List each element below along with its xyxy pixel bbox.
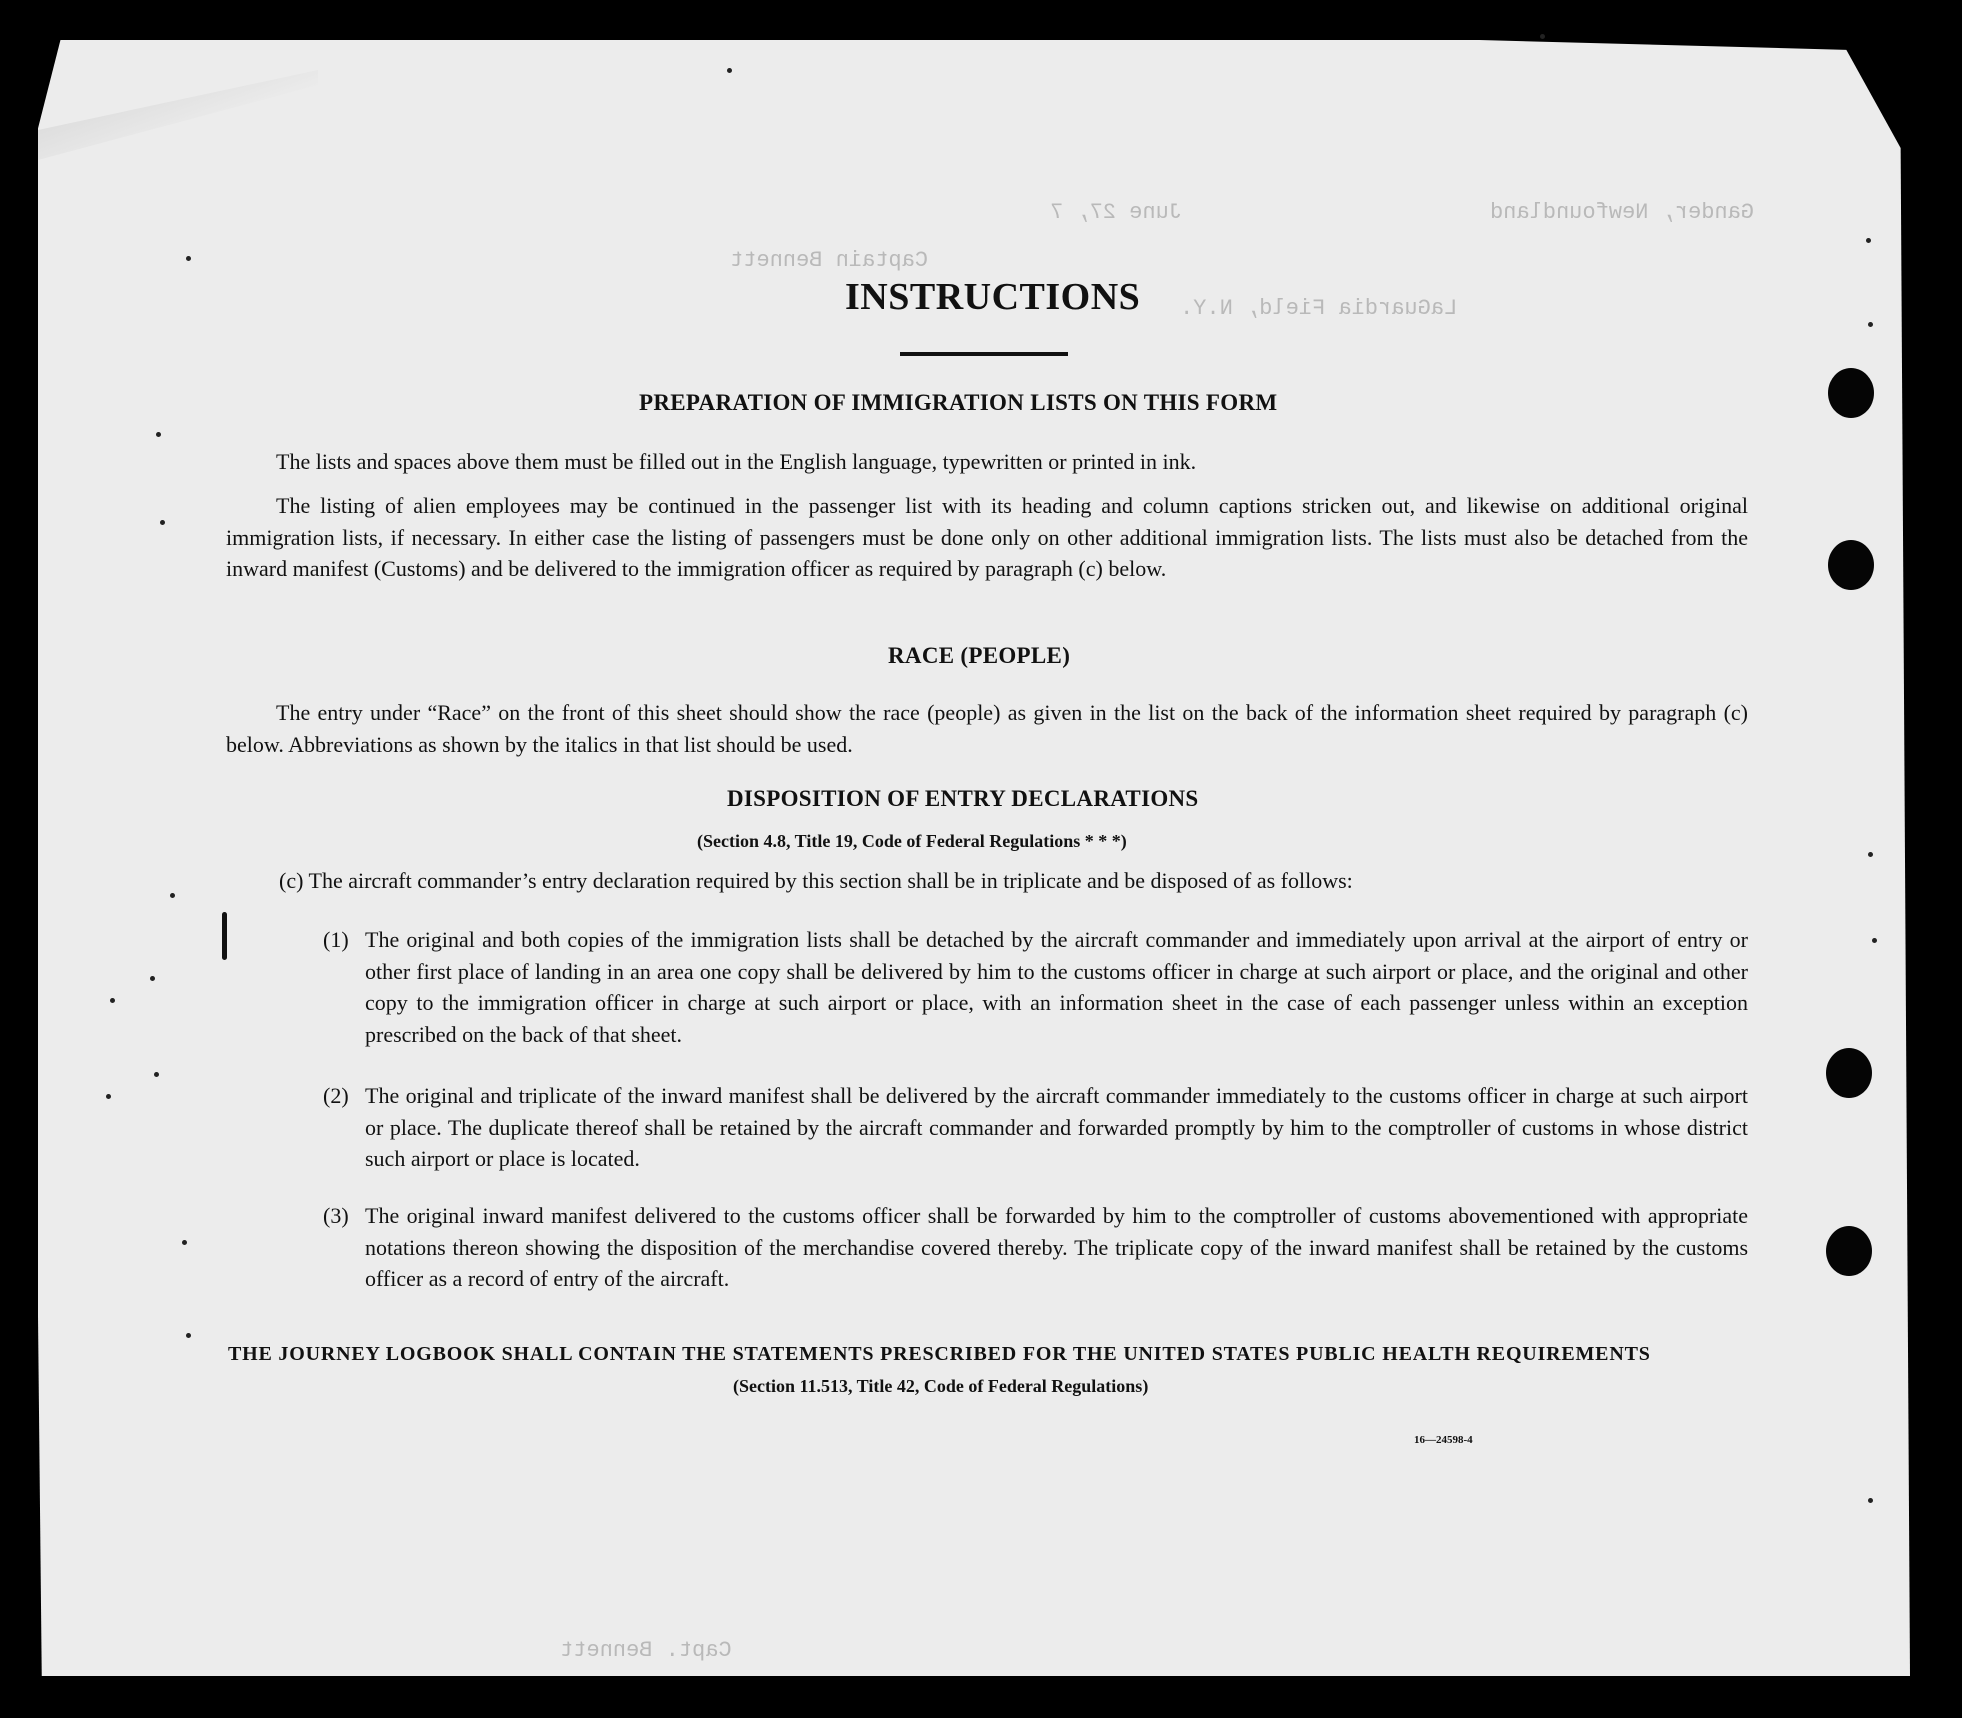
paragraph-text: (c) The aircraft commander’s entry declaration required by this section shall be in triplicate and be disposed of as follows:: [279, 868, 1353, 893]
section-heading-disposition: DISPOSITION OF ENTRY DECLARATIONS: [727, 786, 1199, 811]
page-title: INSTRUCTIONS: [845, 276, 1141, 318]
paragraph-text: The entry under “Race” on the front of this sheet should show the race (people) as given in the list on the back of the information sheet required by paragraph (c) below. Abbreviations as shown by the italics in that list should be used.: [226, 700, 1748, 757]
list-item-number: (3): [323, 1203, 349, 1228]
punch-hole: [1826, 1048, 1872, 1098]
list-item-number: (2): [323, 1083, 349, 1108]
list-item-3: [323, 1200, 1748, 1295]
list-item-number: (1): [323, 927, 349, 952]
punch-hole: [1828, 368, 1874, 418]
form-number: 16—24598-4: [1414, 1434, 1473, 1446]
public-health-statement: THE JOURNEY LOGBOOK SHALL CONTAIN THE STATEMENTS PRESCRIBED FOR THE UNITED STATES PUBLIC HEALTH REQUIREMENTS: [228, 1343, 1651, 1365]
bleed-through-text: LaGuardia Field, N.Y.: [1180, 296, 1458, 321]
public-health-citation: (Section 11.513, Title 42, Code of Federal Regulations): [733, 1376, 1149, 1396]
section-citation: (Section 4.8, Title 19, Code of Federal Regulations * * *): [697, 831, 1127, 851]
bleed-through-text: Captain Bennett: [730, 248, 929, 273]
section-heading-preparation: PREPARATION OF IMMIGRATION LISTS ON THIS FORM: [639, 390, 1278, 415]
bleed-through-text: Capt. Bennett: [560, 1638, 732, 1663]
punch-hole: [1826, 1226, 1872, 1276]
paragraph-text: The lists and spaces above them must be filled out in the English language, typewritten or printed in ink.: [276, 449, 1197, 474]
paragraph-race: [226, 697, 1748, 760]
scan-speck: [1872, 938, 1877, 943]
list-item-text: The original and triplicate of the inward manifest shall be delivered by the aircraft commander immediately to the customs officer in charge at such airport or place. The duplicate thereof shall be retained by the aircraft commander and forwarded promptly by him to the comptroller of customs in whose district such airport or place is located.: [365, 1083, 1748, 1171]
scan-speck: [150, 976, 155, 981]
paragraph-preparation-2: [226, 490, 1748, 585]
title-underline: [900, 352, 1068, 356]
list-item-2: [323, 1080, 1748, 1175]
paragraph-preparation-1: [226, 446, 1748, 478]
section-heading-race: RACE (PEOPLE): [888, 643, 1071, 668]
scan-speck: [1868, 852, 1873, 857]
scan-speck: [154, 1072, 159, 1077]
list-item-text: The original inward manifest delivered to the customs officer shall be forwarded by him to the comptroller of customs abovementioned with appropriate notations thereon showing the disposition of the merchandise covered thereby. The triplicate copy of the inward manifest shall be retained by the customs officer as a record of entry of the aircraft.: [365, 1203, 1748, 1291]
scan-speck: [156, 432, 161, 437]
scan-speck: [182, 1240, 187, 1245]
punch-hole: [1828, 540, 1874, 590]
scan-speck: [186, 256, 191, 261]
scan-speck: [1540, 34, 1545, 39]
bleed-through-text: June 27, 7: [1050, 200, 1183, 225]
bleed-through-text: Gander, Newfoundland: [1490, 200, 1755, 225]
scan-speck: [1868, 322, 1873, 327]
list-item-1: [323, 924, 1748, 1050]
scan-speck: [1868, 1498, 1873, 1503]
paragraph-text: The listing of alien employees may be continued in the passenger list with its heading and column captions stricken out, and likewise on additional original immigration lists, if necessary. In either case the listing of passengers must be done only on other additional immigration lists. The lists must also be detached from the inward manifest (Customs) and be delivered to the immigration officer as required by paragraph (c) below.: [226, 493, 1748, 581]
scan-speck: [170, 893, 175, 898]
scan-speck: [106, 1094, 111, 1099]
ink-mark: [222, 912, 227, 960]
list-item-text: The original and both copies of the immigration lists shall be detached by the aircraft commander and immediately upon arrival at the airport of entry or other first place of landing in an area one copy shall be delivered by him to the customs officer in charge at such airport or place, and the original and other copy to the immigration officer in charge at such airport or place, with an information sheet in the case of each passenger unless within an exception prescribed on the back of that sheet.: [365, 927, 1748, 1047]
scan-speck: [110, 998, 115, 1003]
scan-speck: [727, 68, 732, 73]
disposition-intro: [279, 865, 1748, 897]
scan-speck: [186, 1333, 191, 1338]
scan-speck: [160, 520, 165, 525]
scan-speck: [1866, 238, 1871, 243]
